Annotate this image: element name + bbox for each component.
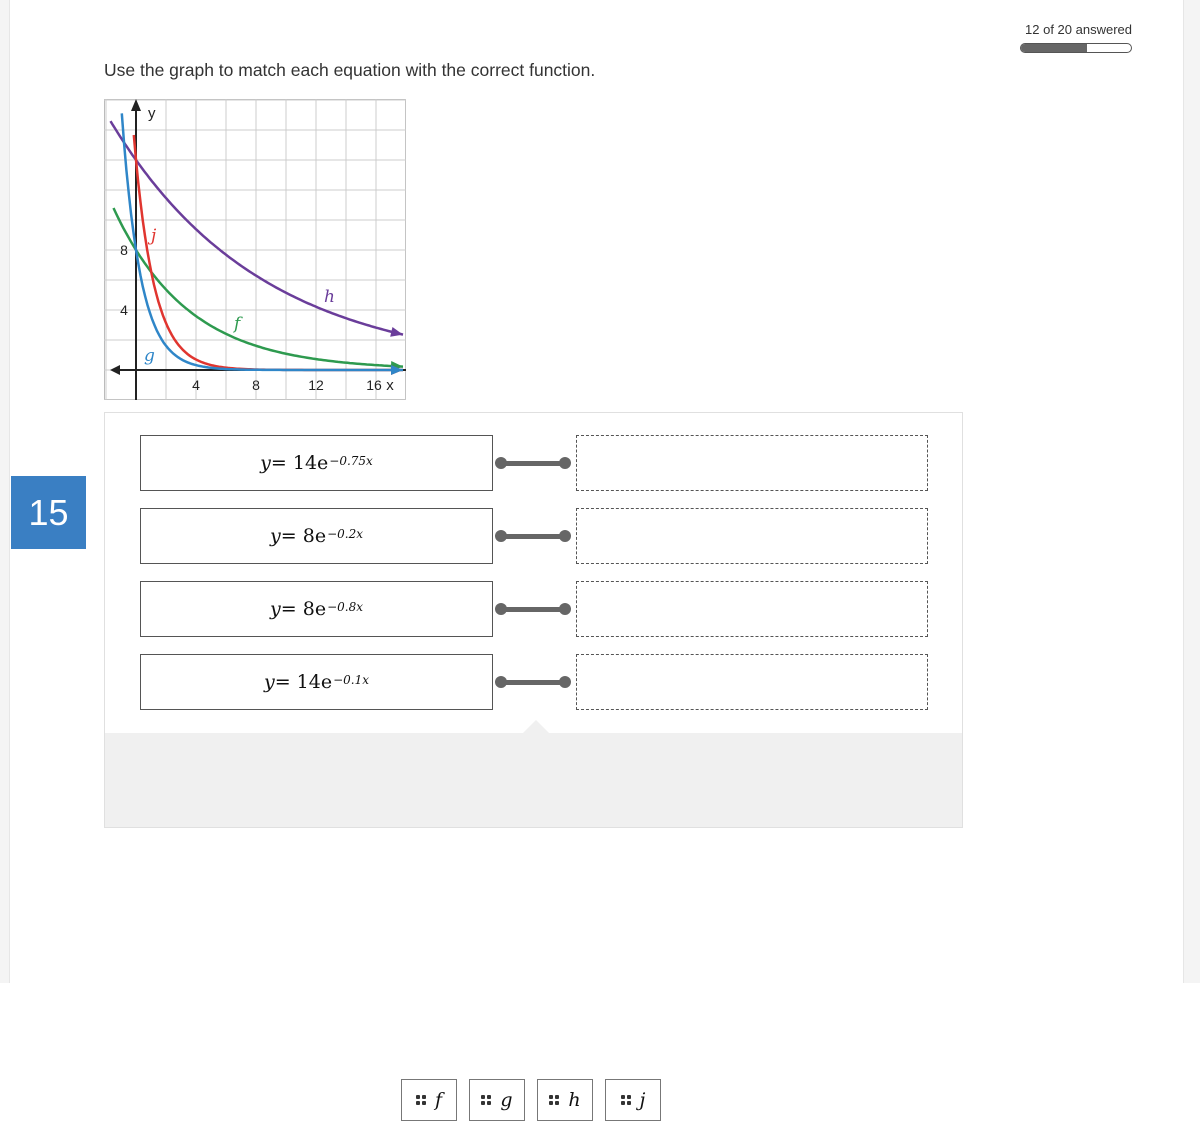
connector-dot-right xyxy=(559,457,571,469)
question-number: 15 xyxy=(11,476,86,549)
choice-chip-f[interactable] xyxy=(401,1079,457,1121)
equation-lhs: y xyxy=(270,525,281,547)
choice-tray xyxy=(105,733,962,1111)
match-connector xyxy=(495,457,571,469)
connector-dot-right xyxy=(559,676,571,688)
match-row xyxy=(140,654,895,710)
equation-base: = 8e xyxy=(280,598,327,620)
connector-dot-left xyxy=(495,676,507,688)
drag-handle-icon xyxy=(416,1095,426,1105)
x-tick-label: 12 xyxy=(308,377,324,393)
drag-handle-icon xyxy=(481,1095,491,1105)
choice-label: g xyxy=(500,1089,513,1111)
equation-exponent: −0.2x xyxy=(327,527,363,541)
choice-label: f xyxy=(434,1089,443,1111)
equation-exponent: −0.75x xyxy=(329,454,373,468)
choice-chip-h[interactable] xyxy=(537,1079,593,1121)
connector-dot-right xyxy=(559,530,571,542)
connector-dot-right xyxy=(559,603,571,615)
equation-base: = 8e xyxy=(280,525,327,547)
x-tick-label: 8 xyxy=(252,377,260,393)
connector-dot-left xyxy=(495,457,507,469)
left-edge xyxy=(0,0,10,983)
equation-box xyxy=(140,435,493,491)
drag-handle-icon xyxy=(621,1095,631,1105)
function-graph xyxy=(104,99,406,400)
match-connector xyxy=(495,530,571,542)
x-axis-label: x xyxy=(386,377,394,394)
match-row xyxy=(140,581,895,637)
drag-handle-icon xyxy=(549,1095,559,1105)
equation-lhs: y xyxy=(260,452,271,474)
progress-fill xyxy=(1021,44,1087,52)
progress-text: 12 of 20 answered xyxy=(1025,22,1132,37)
curve-label-h: h xyxy=(324,287,335,307)
connector-dot-left xyxy=(495,603,507,615)
y-tick-label: 4 xyxy=(120,302,128,318)
y-tick-label: 8 xyxy=(120,242,128,258)
choice-chip-g[interactable] xyxy=(469,1079,525,1121)
equation-lhs: y xyxy=(270,598,281,620)
equation-base: = 14e xyxy=(270,452,329,474)
progress-bar xyxy=(1020,43,1132,53)
choice-label: h xyxy=(568,1089,581,1111)
x-tick-label: 16 xyxy=(366,377,382,393)
curve-label-g: g xyxy=(144,346,155,366)
answer-drop-zone[interactable] xyxy=(576,435,928,491)
connector-line xyxy=(501,534,565,539)
answer-drop-zone[interactable] xyxy=(576,654,928,710)
choice-label: j xyxy=(639,1089,646,1111)
match-row xyxy=(140,508,895,564)
equation-box xyxy=(140,654,493,710)
answer-drop-zone[interactable] xyxy=(576,581,928,637)
curve-label-j: j xyxy=(151,226,157,246)
curve-label-f: f xyxy=(234,314,241,334)
connector-line xyxy=(501,461,565,466)
equation-box xyxy=(140,508,493,564)
question-prompt: Use the graph to match each equation with the correct function. xyxy=(104,60,596,80)
match-connector xyxy=(495,676,571,688)
equation-lhs: y xyxy=(263,671,275,693)
choice-chip-j[interactable] xyxy=(605,1079,661,1121)
x-tick-label: 4 xyxy=(192,377,200,393)
equation-box xyxy=(140,581,493,637)
tray-pointer xyxy=(523,720,549,733)
equation-base: = 14e xyxy=(274,671,333,693)
connector-line xyxy=(501,607,565,612)
matching-panel xyxy=(104,412,963,1111)
right-edge xyxy=(1183,0,1200,983)
answer-drop-zone[interactable] xyxy=(576,508,928,564)
match-row xyxy=(140,435,895,491)
connector-line xyxy=(501,680,565,685)
equation-exponent: −0.8x xyxy=(327,600,363,614)
equation-exponent: −0.1x xyxy=(333,673,370,687)
match-connector xyxy=(495,603,571,615)
connector-dot-left xyxy=(495,530,507,542)
y-axis-label: y xyxy=(148,105,156,122)
